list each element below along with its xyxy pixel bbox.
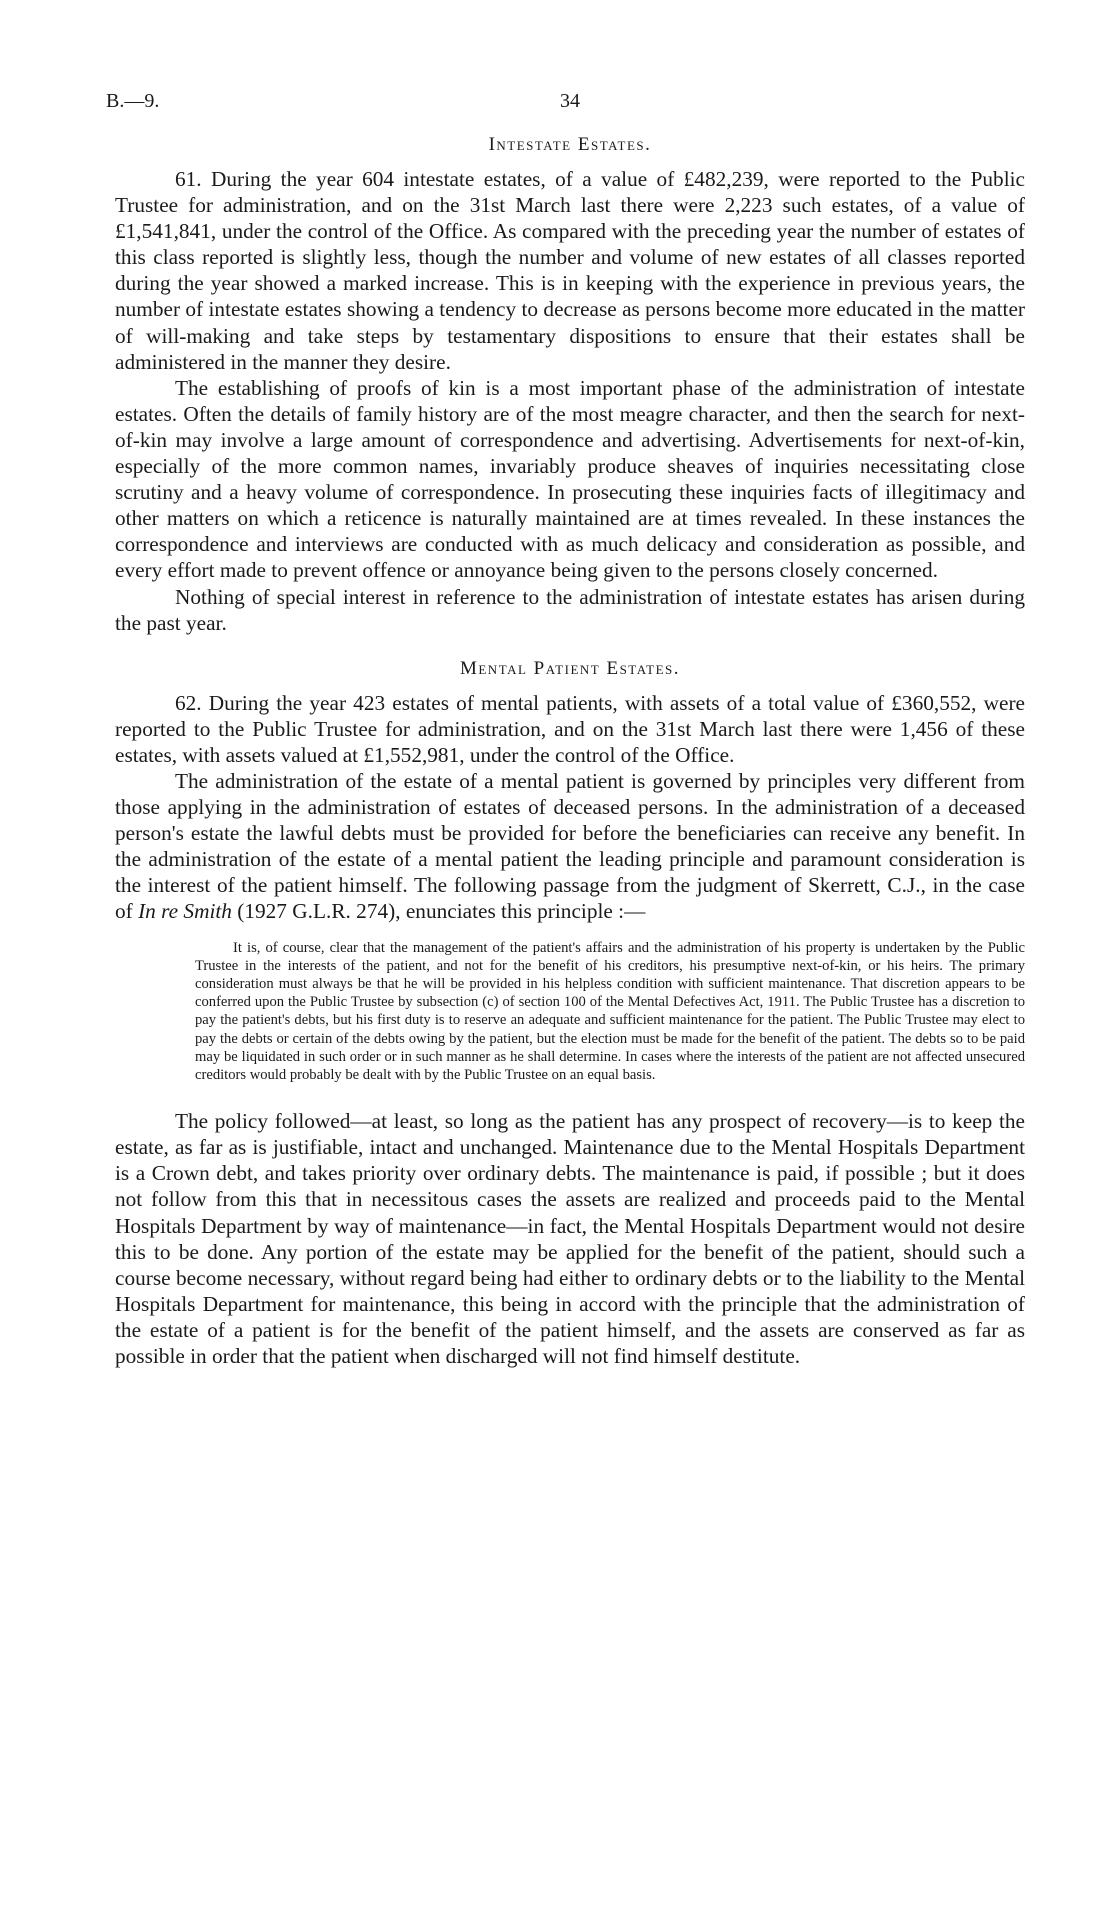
heading-intestate-estates: Intestate Estates. xyxy=(488,134,652,155)
paragraph-62: 62. During the year 423 estates of mental patients, with assets of a total value of £360,552, were reported to the Public Trustee for administration, and on the 31st March last there were 1,456 of these estates, with assets valued at £1,552,981, under the control of the Office. xyxy=(115,690,1025,767)
paragraph-administration-principles xyxy=(115,768,1025,925)
page-number: 34 xyxy=(560,90,580,112)
case-citation-name: In re Smith xyxy=(138,899,232,924)
quotation-text: It is, of course, clear that the management of the patient's affairs and the administration of his property is undertaken by the Public Trustee in the interests of the patient, and not for the benefit of his creditors, his presumptive next-of-kin, or his heirs. The primary consideration must always be that he will be provided in his helpless condition with sufficient maintenance. That discretion appears to be conferred upon the Public Trustee by subsection (c) of section 100 of the Mental Defectives Act, 1911. The Public Trustee has a discretion to pay the patient's debts, but his first duty is to reserve an adequate and sufficient maintenance for the patient. The Public Trustee may elect to pay the debts or certain of the debts owing by the patient, but the election must be made for the benefit of the patient. The debts so to be paid may be liquidated in such order or in such manner as he shall determine. In cases where the interests of the patient are not affected unsecured creditors would probably be dealt with by the Public Trustee on an equal basis. xyxy=(195,939,1025,1083)
paragraph-text-after-case: (1927 G.L.R. 274), enunciates this principle :— xyxy=(237,899,646,924)
paragraph-policy: The policy followed—at least, so long as the patient has any prospect of recovery—is to keep the estate, as far as is justifiable, intact and unchanged. Maintenance due to the Mental Hospitals Department is a Crown debt, and takes priority over ordinary debts. The maintenance is paid, if possible ; but it does not follow from this that in necessitous cases the assets are realized and proceeds paid to the Mental Hospitals Department by way of maintenance—in fact, the Mental Hospitals Department would not desire this to be done. Any portion of the estate may be applied for the benefit of the patient, should such a course become necessary, without regard being had either to ordinary debts or to the liability to the Mental Hospitals Department for maintenance, this being in accord with the principle that the administration of the estate of a patient is for the benefit of the patient himself, and the assets are conserved as far as possible in order that the patient when discharged will not find himself destitute. xyxy=(115,1109,1025,1368)
paragraph-nothing-special: Nothing of special interest in reference to the administration of intestate estates has arisen during the past year. xyxy=(115,584,1025,635)
paragraph-proofs-of-kin: The establishing of proofs of kin is a most important phase of the administration of intestate estates. Often the details of family history are of the most meagre character, and then the search for next-of-kin may involve a large amount of correspondence and advertising. Advertisements for next-of-kin, especially of the more common names, invariably produce sheaves of inquiries necessitating close scrutiny and a heavy volume of correspondence. In prosecuting these inquiries facts of illegitimacy and other matters on which a reticence is naturally maintained are at times revealed. In these instances the correspondence and interviews are conducted with as much delicacy and consideration as possible, and every effort made to prevent offence or annoyance being given to the persons closely concerned. xyxy=(115,375,1025,583)
judgment-quotation xyxy=(195,939,1025,1085)
heading-mental-patient-estates: Mental Patient Estates. xyxy=(459,657,681,679)
running-head xyxy=(106,90,1025,120)
paragraph-text-before-case: The administration of the estate of a mental patient is governed by principles very different from those applying in the administration of estates of deceased persons. In the administration of a deceased person's estate the lawful debts must be provided for before the beneficiaries can receive any benefit. In the administration of the estate of a mental patient the leading principle and paramount consideration is the interest of the patient himself. The following passage from the judgment of Skerrett, C.J., in the case of xyxy=(115,768,1025,924)
paragraph-61: 61. During the year 604 intestate estates, of a value of £482,239, were reported to the Public Trustee for administration, and on the 31st March last there were 2,223 such estates, of a value of £1,541,841, under the control of the Office. As compared with the preceding year the number of estates of this class reported is slightly less, though the number and volume of new estates of all classes reported during the year showed a marked increase. This is in keeping with the experience in previous years, the number of intestate estates showing a tendency to decrease as persons become more educated in the matter of will-making and take steps by testamentary dispositions to ensure that their estates shall be administered in the manner they desire. xyxy=(115,167,1025,374)
document-page xyxy=(106,90,1025,1369)
document-reference: B.—9. xyxy=(106,90,160,112)
